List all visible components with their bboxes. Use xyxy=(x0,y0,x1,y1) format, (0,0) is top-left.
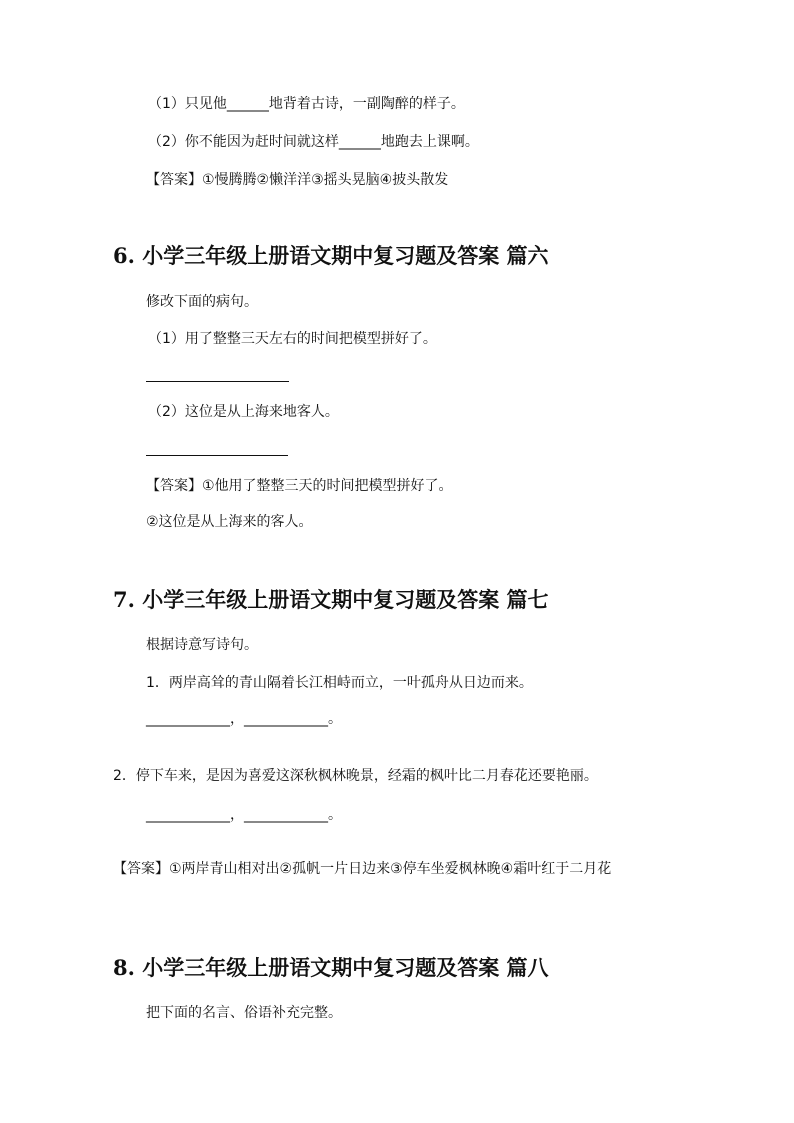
answer-text: 【答案】①慢腾腾②懒洋洋③摇头晃脑④披头散发 xyxy=(146,172,449,188)
section-7-blank-1: ____________，____________。 xyxy=(146,711,342,727)
section-7-blank-2: ____________，____________。 xyxy=(146,807,342,823)
answer-blank-line xyxy=(146,381,289,382)
section-6-heading: 6. 小学三年级上册语文期中复习题及答案 篇六 xyxy=(113,243,549,268)
section-7-heading: 7. 小学三年级上册语文期中复习题及答案 篇七 xyxy=(113,587,549,612)
section-8-heading: 8. 小学三年级上册语文期中复习题及答案 篇八 xyxy=(113,955,549,980)
section-6-instruction: 修改下面的病句。 xyxy=(146,294,258,310)
section-6-question-2: （2）这位是从上海来地客人。 xyxy=(148,404,339,420)
section-7-question-2: 2．停下车来，是因为喜爱这深秋枫林晚景，经霜的枫叶比二月春花还要艳丽。 xyxy=(113,768,598,784)
section-8-instruction: 把下面的名言、俗语补充完整。 xyxy=(146,1005,342,1021)
question-line-2: （2）你不能因为赶时间就这样______地跑去上课啊。 xyxy=(148,134,479,150)
question-line-1: （1）只见他______地背着古诗，一副陶醉的样子。 xyxy=(148,96,465,112)
section-6-answer-2: ②这位是从上海来的客人。 xyxy=(146,514,313,530)
section-7-instruction: 根据诗意写诗句。 xyxy=(146,637,258,653)
section-7-answer: 【答案】①两岸青山相对出②孤帆一片日边来③停车坐爱枫林晚④霜叶红于二月花 xyxy=(113,861,612,877)
section-6-question-1: （1）用了整整三天左右的时间把模型拼好了。 xyxy=(148,331,437,347)
section-7-question-1: 1．两岸高耸的青山隔着长江相峙而立，一叶孤舟从日边而来。 xyxy=(146,675,533,691)
section-6-answer-1: 【答案】①他用了整整三天的时间把模型拼好了。 xyxy=(146,478,453,494)
answer-blank-line xyxy=(146,455,288,456)
